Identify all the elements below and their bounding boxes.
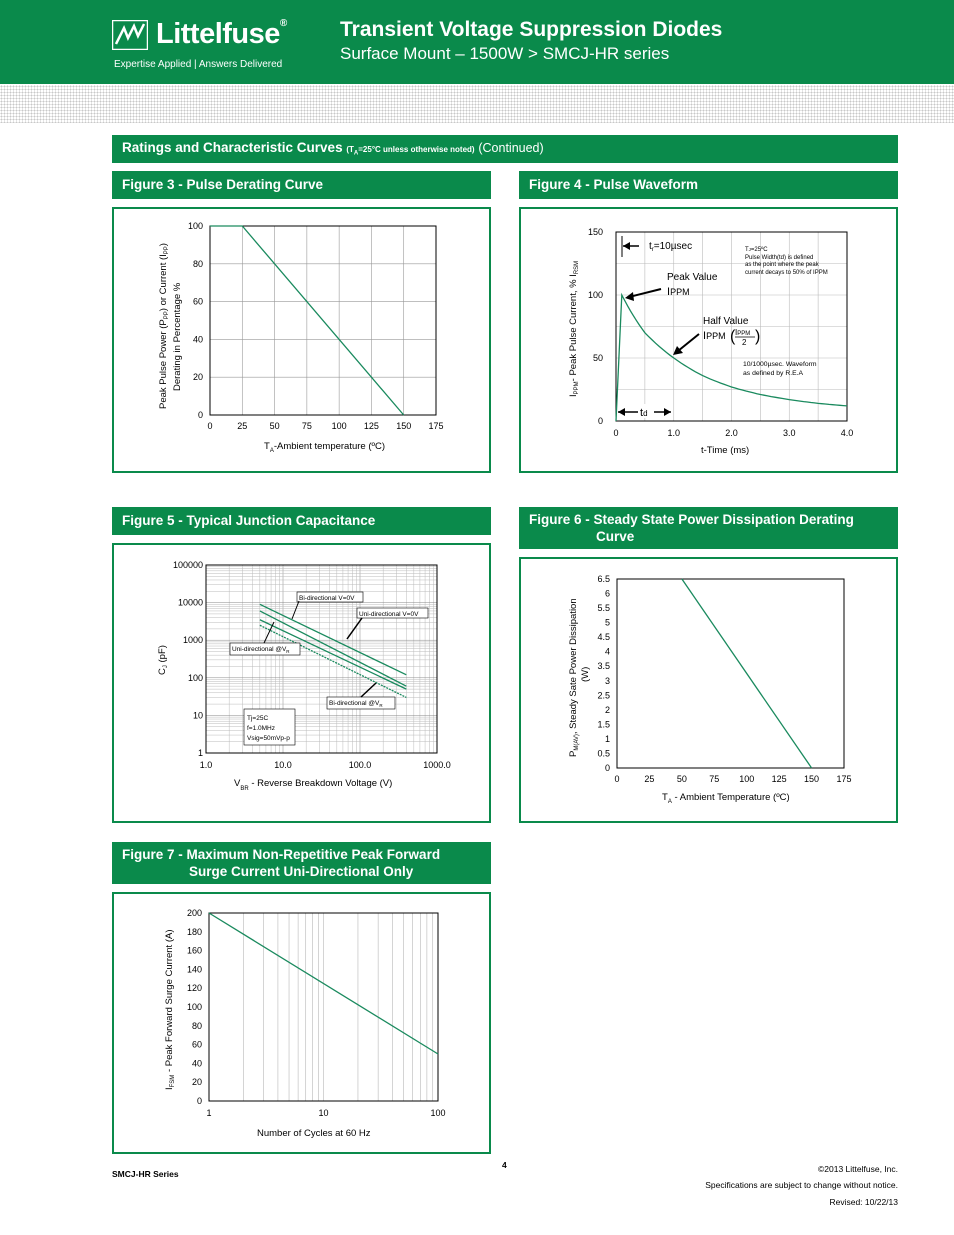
dot-pattern-band: [0, 85, 954, 123]
f6-x-tick-label: 125: [771, 774, 787, 784]
fig7-chart: [114, 894, 489, 1152]
f6-y-tick-label: 0.5: [597, 748, 610, 759]
fig4-title-bar: [519, 171, 898, 199]
fig7-x-ticks: [206, 1108, 445, 1118]
f6-y-tick-label: 4: [604, 646, 610, 657]
fig4-td-arrowhead-right: [664, 408, 671, 416]
fig5-title-bar: [112, 507, 491, 535]
f5-y-tick-label: 1000: [182, 635, 203, 646]
fig5-label-bi-0v: Bi-directional V=0V: [299, 595, 355, 602]
fig4-half-paren-open: (: [730, 328, 736, 345]
fig3-y-axis-label-1: Peak Pulse Power $(P_{PP})$ or Current $(I_{PP})$: [158, 243, 170, 409]
fig4-td-arrowhead-left: [618, 408, 625, 416]
fig5-arrow-bi-0v: [292, 601, 299, 619]
f4-y-tick-label: 150: [587, 227, 603, 237]
fig5-y-axis-label: $C_J$ (pF): [157, 645, 169, 675]
fig4-peak-label: Peak Value: [667, 272, 718, 283]
fig5-label-uni-vr: Uni-directional $@V_R$: [232, 646, 290, 654]
f7-x-tick-label: 1: [206, 1108, 212, 1118]
f7-y-tick-label: 80: [191, 1020, 202, 1031]
fig7-title-bar: [112, 842, 491, 884]
f6-x-tick-label: 0: [614, 774, 620, 784]
fig6-title-bar: [519, 507, 898, 549]
footer-series: SMCJ-HR Series: [112, 1169, 179, 1179]
f3-x-tick-label: 175: [428, 421, 444, 431]
f6-y-tick-label: 3: [604, 675, 610, 686]
f6-y-tick-label: 2: [604, 704, 610, 715]
fig4-note-line3: as the point where the peak: [745, 262, 819, 268]
fig6-y-axis-label-1: $P_{M(AV)}$, Steady Sate Power Dissipation: [568, 598, 580, 757]
fig7-grid: [209, 913, 433, 1101]
f7-y-tick-label: 0: [196, 1096, 202, 1106]
fig4-x-ticks: [613, 428, 853, 438]
fig4-half-symbol: IPPM: [703, 330, 726, 342]
fig5-label-bi-vr: Bi-directional $@V_R$: [329, 700, 383, 708]
fig6-chart: [521, 559, 896, 821]
fig6-y-axis-label-2: (W): [580, 666, 591, 682]
fig3-chart: [114, 209, 489, 471]
f4-y-tick-label: 100: [587, 290, 603, 300]
f5-x-tick-label: 1000.0: [423, 760, 451, 770]
f6-y-tick-label: 4.5: [597, 632, 610, 643]
f3-x-tick-label: 150: [396, 421, 412, 431]
f3-y-tick-label: 100: [187, 221, 203, 231]
f5-y-tick-label: 100: [187, 672, 203, 683]
f3-y-tick-label: 60: [192, 296, 203, 307]
f4-x-tick-label: 0: [613, 428, 619, 438]
fig5-arrow-bi-vr: [361, 683, 376, 697]
fig7-box: [112, 892, 491, 1154]
fig7-x-axis-label: Number of Cycles at 60 Hz: [257, 1128, 371, 1139]
fig5-title: Figure 5 - Typical Junction Capacitance: [122, 513, 376, 528]
footer-notice: Specifications are subject to change without notice.: [705, 1180, 898, 1190]
f6-x-tick-label: 75: [709, 774, 720, 784]
f7-y-tick-label: 60: [191, 1039, 202, 1050]
f7-x-tick-label: 10: [318, 1108, 329, 1118]
fig5-cond-vsig: Vsig=50mVp-p: [247, 735, 290, 742]
f6-y-tick-label: 0: [604, 763, 610, 773]
fig5-x-ticks: [200, 760, 451, 770]
f6-y-tick-label: 5.5: [597, 603, 610, 614]
fig3-y-ticks: [188, 221, 203, 420]
fig6-series-line: [682, 579, 812, 768]
fig3-y-axis-label-2: Derating in Percentage %: [172, 282, 183, 391]
f6-y-tick-label: 5: [604, 617, 610, 628]
fig4-y-ticks: [588, 227, 603, 426]
f6-y-tick-label: 1: [604, 733, 610, 744]
fig4-tr-label: $t_r=10\mu\sec$: [649, 241, 693, 253]
fig5-chart: [114, 545, 489, 821]
fig4-tr-arrowhead: [623, 242, 630, 250]
f6-y-tick-label: 3.5: [597, 661, 610, 672]
f6-y-tick-label: 2.5: [597, 690, 610, 701]
f6-y-tick-label: 6.5: [597, 574, 610, 584]
f4-x-tick-label: 4.0: [840, 428, 854, 438]
f3-x-tick-label: 125: [363, 421, 379, 431]
f5-x-tick-label: 10.0: [274, 760, 292, 770]
f7-x-tick-label: 100: [430, 1108, 446, 1118]
fig3-title-bar: [112, 171, 491, 199]
brand-name: Littelfuse®: [156, 18, 287, 50]
fig6-title-line2: Curve: [596, 529, 635, 544]
f3-y-tick-label: 0: [197, 410, 203, 420]
f5-line-bi-directional-vr: [260, 625, 407, 697]
fig4-half-arrow: [678, 334, 699, 351]
fig5-y-ticks: [173, 560, 203, 758]
f5-x-tick-label: 1.0: [199, 760, 213, 770]
fig5-x-axis-label: $V_{BR}$ - Reverse Breakdown Voltage (V): [234, 778, 393, 792]
section-condition: ($T_A=25^\circ C$ unless otherwise noted): [346, 145, 475, 157]
section-title-bar: [112, 135, 898, 163]
footer-page-number: 4: [502, 1160, 507, 1170]
fig4-half-frac-den: 2: [742, 338, 747, 347]
f5-y-tick-label: 100000: [172, 560, 203, 570]
f6-x-tick-label: 100: [739, 774, 755, 784]
fig6-title-line1: Figure 6 - Steady State Power Dissipation Derating: [529, 512, 854, 527]
fig4-half-frac-num: IPPM: [735, 328, 751, 337]
fig4-note-line4: current decays to 50% of IPPM: [745, 270, 828, 276]
littelfuse-logo-icon: [112, 20, 148, 50]
fig6-box: [519, 557, 898, 823]
f4-y-tick-label: 50: [592, 353, 603, 363]
footer-revised: Revised: 10/22/13: [829, 1197, 898, 1207]
f4-x-tick-label: 3.0: [782, 428, 796, 438]
document-subtitle: Surface Mount – 1500W > SMCJ-HR series: [340, 44, 670, 63]
fig3-title: Figure 3 - Pulse Derating Curve: [122, 177, 324, 192]
fig4-peak-symbol: IPPM: [667, 286, 690, 298]
f6-x-tick-label: 25: [644, 774, 655, 784]
fig5-label-uni-0v: Uni-directional V=0V: [359, 611, 419, 618]
f6-x-tick-label: 175: [836, 774, 852, 784]
fig5-arrow-uni-vr: [264, 622, 274, 643]
fig7-title-line1: Figure 7 - Maximum Non-Repetitive Peak Forward: [122, 847, 441, 862]
fig7-y-ticks: [187, 908, 202, 1106]
fig4-title: Figure 4 - Pulse Waveform: [529, 177, 699, 192]
footer-copyright: ©2013 Littelfuse, Inc.: [818, 1164, 898, 1174]
f3-x-tick-label: 75: [301, 421, 312, 431]
fig4-half-paren-close: ): [755, 328, 761, 345]
section-title: Ratings and Characteristic Curves: [122, 140, 343, 155]
fig7-title-line2: Surge Current Uni-Directional Only: [189, 864, 414, 879]
f7-y-tick-label: 160: [186, 945, 202, 956]
f5-y-tick-label: 10000: [177, 597, 203, 608]
f7-y-tick-label: 200: [186, 908, 202, 918]
f3-y-tick-label: 40: [192, 334, 203, 345]
fig5-cond-temp: Tj=25C: [247, 715, 269, 722]
section-continued: (Continued): [478, 141, 544, 155]
f3-y-tick-label: 20: [192, 372, 203, 383]
fig6-x-axis-label: $T_A$ - Ambient Temperature (ºC): [662, 792, 790, 805]
page-header: [0, 0, 954, 84]
f7-y-tick-label: 100: [186, 1002, 202, 1012]
f6-x-tick-label: 50: [676, 774, 687, 784]
fig4-note-line2: Pulse Width(td) is defined: [745, 255, 814, 261]
fig4-td-label: td: [640, 407, 648, 419]
f6-y-tick-label: 6: [604, 588, 610, 599]
fig3-x-axis-label: $T_A$-Ambient temperature (ºC): [264, 441, 385, 454]
f3-y-tick-label: 80: [192, 258, 203, 269]
fig4-half-label: Half Value: [703, 316, 749, 327]
fig4-peak-arrowhead: [625, 292, 634, 301]
fig4-waveform-line1: 10/1000µsec. Waveform: [743, 361, 817, 368]
f5-y-tick-label: 1: [197, 748, 203, 758]
f7-y-tick-label: 120: [186, 983, 202, 994]
brand-tagline: Expertise Applied | Answers Delivered: [114, 59, 283, 70]
fig6-x-ticks: [614, 774, 851, 784]
fig4-x-axis-label: t-Time (ms): [701, 445, 750, 456]
f4-x-tick-label: 2.0: [725, 428, 738, 438]
f5-y-tick-label: 10: [192, 710, 203, 721]
f3-x-tick-label: 25: [237, 421, 248, 431]
fig4-box: [519, 207, 898, 473]
f3-x-tick-label: 100: [331, 421, 347, 431]
f6-y-tick-label: 1.5: [597, 719, 610, 730]
f7-y-tick-label: 20: [191, 1077, 202, 1088]
f5-x-tick-label: 100.0: [348, 760, 372, 770]
fig3-x-ticks: [207, 421, 443, 431]
fig7-y-axis-label: $I_{FSM}$ - Peak Forward Surge Current (A): [164, 929, 176, 1090]
f4-x-tick-label: 1.0: [667, 428, 681, 438]
fig6-y-ticks: [597, 574, 610, 773]
document-title: Transient Voltage Suppression Diodes: [340, 18, 723, 41]
fig4-chart: [521, 209, 896, 471]
f7-y-tick-label: 180: [186, 926, 202, 937]
fig4-y-axis-label: $I_{PPM}-$ Peak Pulse Current, % $I_{RSM}$: [568, 260, 580, 397]
f6-x-tick-label: 150: [804, 774, 820, 784]
f3-x-tick-label: 50: [269, 421, 280, 431]
f7-y-tick-label: 40: [191, 1058, 202, 1069]
fig4-note-line1: TJ=25ºC: [745, 247, 768, 253]
fig5-cond-freq: f=1.0MHz: [247, 725, 275, 732]
f4-y-tick-label: 0: [597, 416, 603, 426]
fig5-box: [112, 543, 491, 823]
f3-x-tick-label: 0: [207, 421, 213, 431]
f7-y-tick-label: 140: [186, 964, 202, 975]
fig4-waveform-line2: as defined by R.E.A: [743, 370, 804, 377]
fig3-box: [112, 207, 491, 473]
